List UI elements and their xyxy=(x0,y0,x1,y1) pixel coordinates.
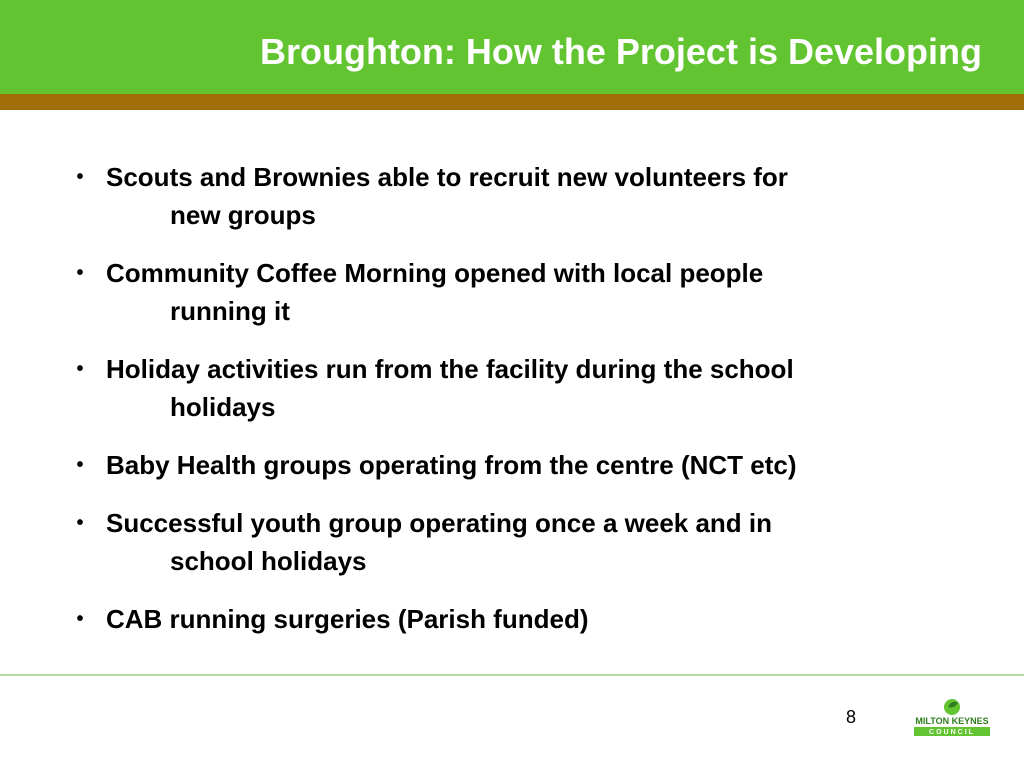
bullet-marker-icon: • xyxy=(76,512,84,534)
bullet-text: Scouts and Brownies able to recruit new volunteers for xyxy=(106,162,788,192)
bullet-marker-icon: • xyxy=(76,454,84,476)
title-underline-band xyxy=(0,94,1024,110)
bullet-list xyxy=(70,158,970,658)
bullet-text-continuation: school holidays xyxy=(170,546,367,576)
bullet-marker-icon: • xyxy=(76,166,84,188)
bullet-item xyxy=(70,254,970,330)
bullet-marker-icon: • xyxy=(76,358,84,380)
bullet-item xyxy=(70,504,970,580)
bullet-text: CAB running surgeries (Parish funded) xyxy=(106,604,589,634)
bullet-marker-icon: • xyxy=(76,608,84,630)
bullet-item xyxy=(70,446,970,484)
bullet-item xyxy=(70,600,970,638)
footer-divider xyxy=(0,674,1024,676)
milton-keynes-leaf-logo-icon xyxy=(912,697,992,737)
council-logo xyxy=(912,697,992,737)
logo-line2: COUNCIL xyxy=(929,729,975,736)
bullet-text-continuation: new groups xyxy=(170,200,316,230)
bullet-text-continuation: running it xyxy=(170,296,290,326)
bullet-item xyxy=(70,350,970,426)
slide-title: Broughton: How the Project is Developing xyxy=(259,31,982,72)
bullet-text: Community Coffee Morning opened with local people xyxy=(106,258,764,288)
bullet-item xyxy=(70,158,970,234)
bullet-text: Successful youth group operating once a week and in xyxy=(106,508,773,538)
bullet-text-continuation: holidays xyxy=(170,392,276,422)
bullet-text: Holiday activities run from the facility during the school xyxy=(106,354,794,384)
bullet-marker-icon: • xyxy=(76,262,84,284)
title-bar xyxy=(0,0,1024,94)
bullet-text: Baby Health groups operating from the centre (NCT etc) xyxy=(106,450,797,480)
logo-line1: MILTON KEYNES xyxy=(915,716,989,726)
page-number: 8 xyxy=(846,707,857,727)
